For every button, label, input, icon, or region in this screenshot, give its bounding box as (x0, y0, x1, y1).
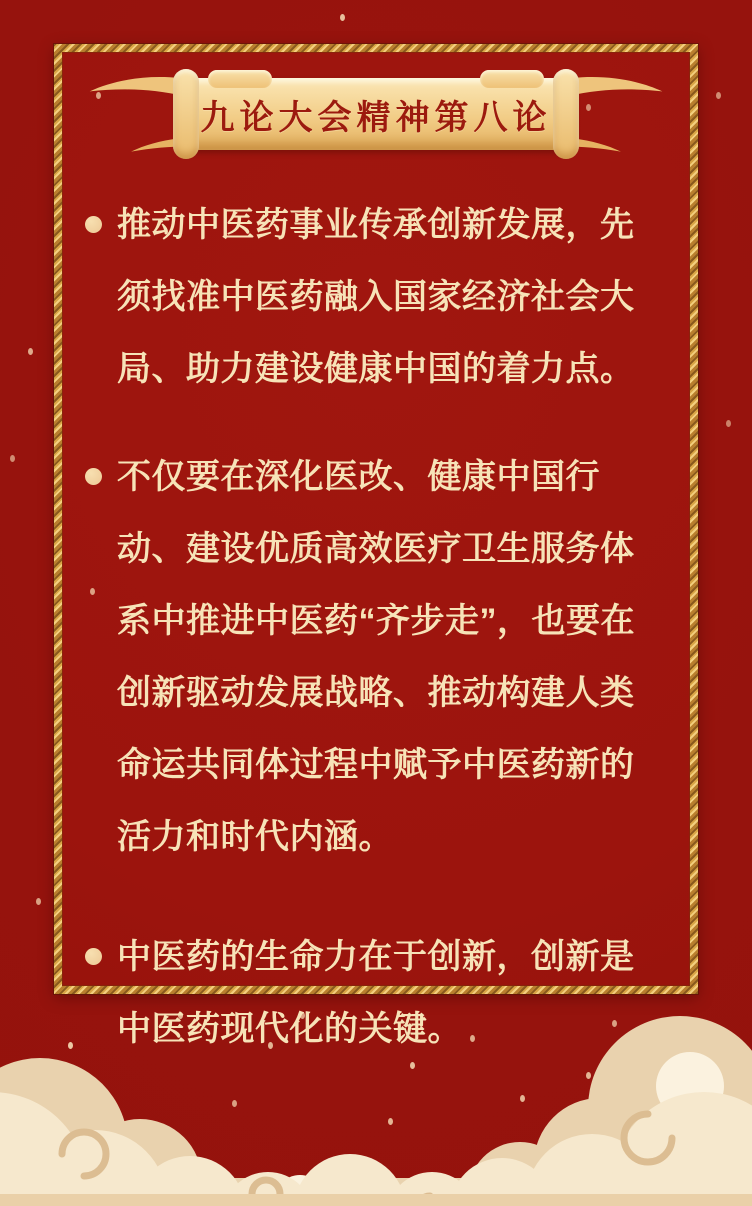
bullet-item (85, 189, 664, 405)
bullet-dot-icon (85, 468, 102, 485)
bullet-dot-icon (85, 948, 102, 965)
bullet-text: 推动中医药事业传承创新发展，先须找准中医药融入国家经济社会大局、助力建设健康中国的着力点。 (117, 206, 635, 388)
bullet-item (85, 441, 664, 873)
bullet-list (85, 189, 664, 1065)
bullet-text: 中医药的生命力在于创新，创新是中医药现代化的关键。 (117, 938, 635, 1048)
clouds-decoration (0, 996, 752, 1206)
banner-plaque-notch (208, 70, 272, 88)
bullet-dot-icon (85, 216, 102, 233)
confetti-specks (0, 0, 5, 7)
bullet-text: 不仅要在深化医改、健康中国行动、建设优质高效医疗卫生服务体系中推进中医药“齐步走”，也要在创新驱动发展战略、推动构建人类命运共同体过程中赋予中医药新的活力和时代内涵。 (117, 458, 635, 856)
content-area (62, 52, 690, 1048)
header-banner (86, 66, 666, 162)
banner-title: 九论大会精神第八论 (200, 97, 552, 138)
banner-plaque-notch (480, 70, 544, 88)
banner-plaque (178, 78, 574, 150)
